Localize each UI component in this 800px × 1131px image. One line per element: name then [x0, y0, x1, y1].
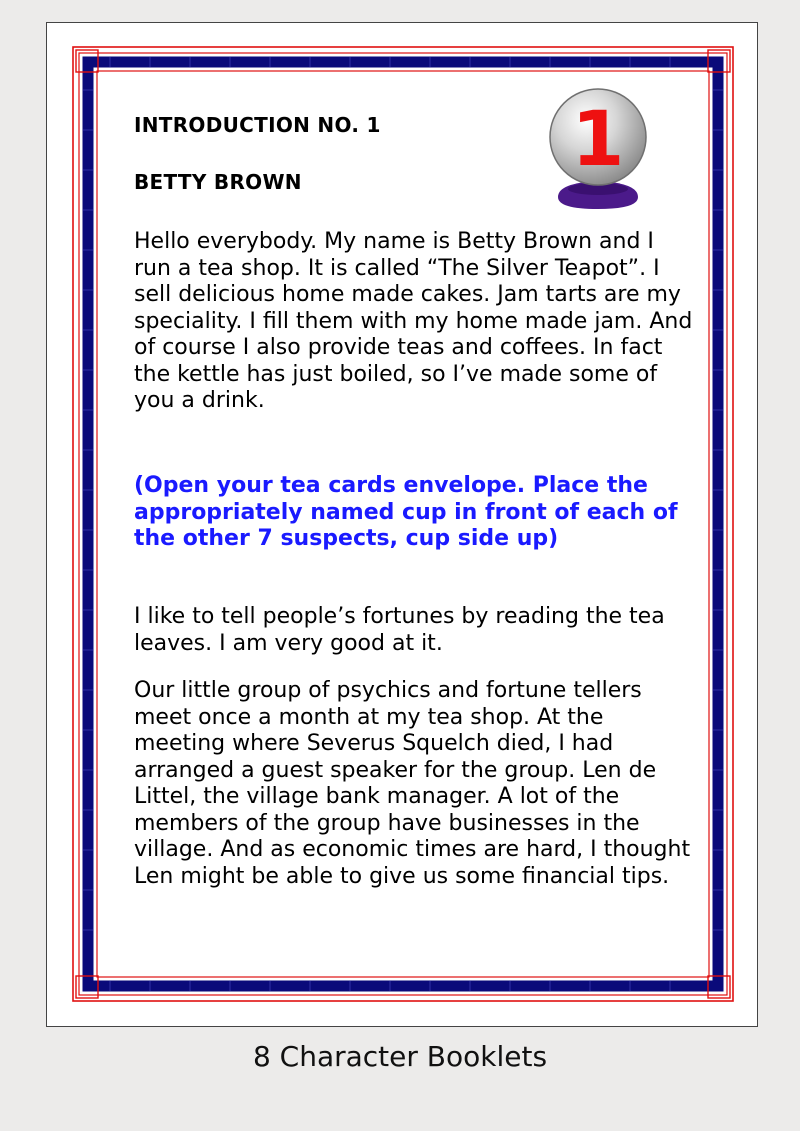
intro-heading: INTRODUCTION NO. 1 [134, 113, 381, 137]
caption: 8 Character Booklets [252, 1040, 548, 1073]
badge-number: 1 [571, 94, 625, 183]
paragraph-meeting: Our little group of psychics and fortune tellers meet once a month at my tea shop. At the meeting where Severus Squelch died, I had arranged a guest speaker for the group. Len de Littel, the village bank manager. A lot of the members of the group have businesses in the village. And as economic times are hard, I thought Len might be able to give us some financial tips. [134, 678, 691, 889]
paragraph-fortunes: I like to tell people’s fortunes by reading the tea leaves. I am very good at it. [134, 604, 665, 656]
paragraph-intro: Hello everybody. My name is Betty Brown and I run a tea shop. It is called “The Silver Teapot”. I sell delicious home made cakes. Jam tarts are my speciality. I fill them with my home made jam. And of course I also provide teas and coffees. In fact the kettle has just boiled, so I’ve made some of you a drink. [134, 229, 693, 413]
character-name: BETTY BROWN [134, 170, 302, 194]
crystal-ball-icon [546, 85, 650, 213]
instruction-text: (Open your tea cards envelope. Place the appropriately named cup in front of each of the other 7 suspects, cup side up) [134, 473, 678, 551]
